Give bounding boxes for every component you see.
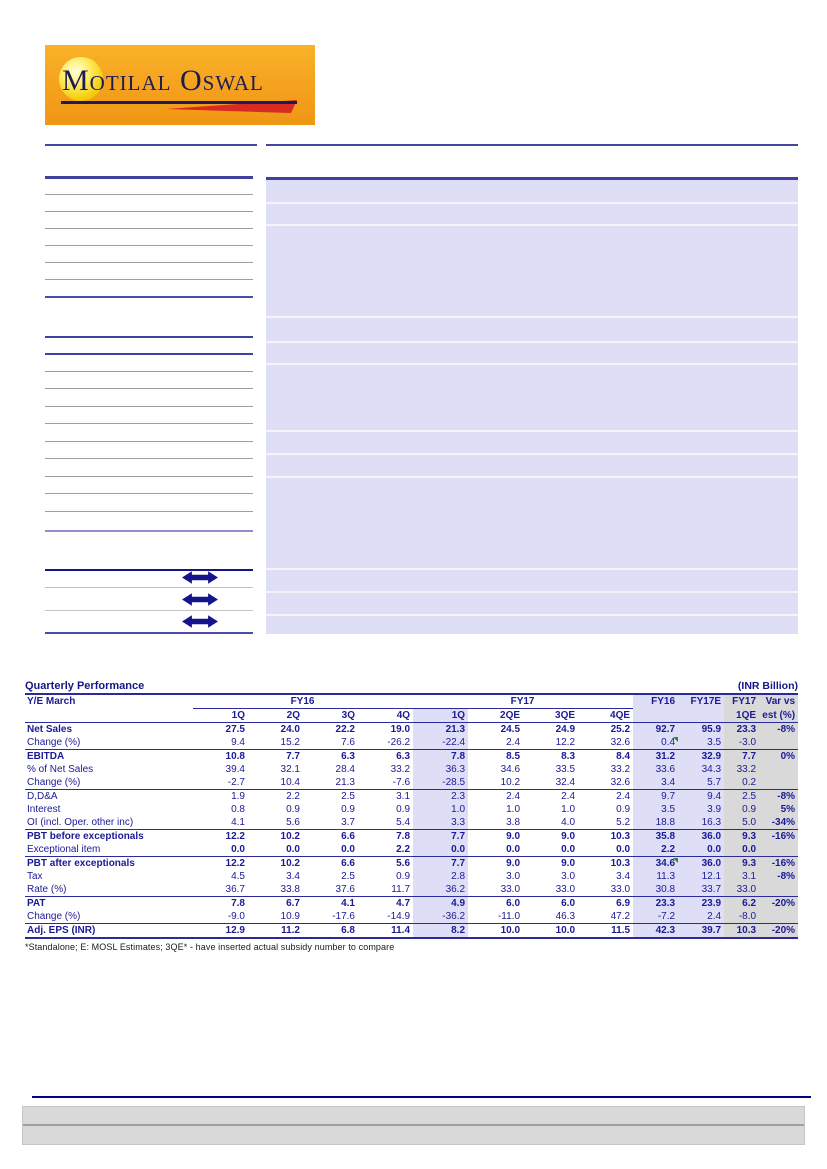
table-cell: 3.1 xyxy=(724,870,759,883)
table-cell: 10.2 xyxy=(280,831,300,842)
table-cell: 33.6 xyxy=(633,763,678,776)
table-cell: 2.4 xyxy=(678,910,724,924)
table-cell: 4.5 xyxy=(231,871,245,882)
row-label: Change (%) xyxy=(25,776,193,790)
panel-separator-line xyxy=(266,341,798,343)
table-cell: 12.9 xyxy=(193,924,248,939)
logo-underline xyxy=(61,101,297,104)
panel-separator-line xyxy=(266,591,798,593)
placeholder-line xyxy=(45,441,253,442)
table-cell: 36.2 xyxy=(413,883,468,897)
ye-march-label: Y/E March xyxy=(27,696,76,708)
table-cell: 15.2 xyxy=(248,736,303,750)
table-cell: 21.3 xyxy=(303,776,358,790)
column-header-3qe: 3QE xyxy=(523,709,578,723)
table-cell: -36.2 xyxy=(413,910,468,924)
table-cell: 23.9 xyxy=(678,897,724,911)
table-row xyxy=(25,897,798,911)
table-cell: 24.5 xyxy=(500,724,521,735)
table-row xyxy=(25,803,798,816)
quarterly-performance-table xyxy=(25,695,798,939)
table-cell: 11.2 xyxy=(248,924,303,939)
column-header-4qe: 4QE xyxy=(578,709,633,723)
table-cell: 7.7 xyxy=(286,751,300,762)
table-cell: 11.5 xyxy=(578,924,633,939)
panel-separator-line xyxy=(266,224,798,226)
table-cell: 9.3 xyxy=(724,830,759,844)
table-cell: 3.4 xyxy=(633,776,678,790)
table-cell: 10.0 xyxy=(523,924,578,939)
table-cell: 4.1 xyxy=(193,816,248,830)
motilal-oswal-logo xyxy=(45,45,315,125)
table-cell: 9.0 xyxy=(561,858,576,869)
table-cell: 3.0 xyxy=(506,871,521,882)
table-cell: 7.6 xyxy=(303,736,358,750)
row-label: Adj. EPS (INR) xyxy=(25,924,193,939)
table-cell: 7.7 xyxy=(724,750,759,764)
placeholder-line xyxy=(45,423,253,424)
table-cell: 0.0 xyxy=(193,843,248,857)
table-column-header-row xyxy=(25,709,798,723)
table-cell: 2.2 xyxy=(633,843,678,857)
table-row xyxy=(25,736,798,750)
table-cell: 33.7 xyxy=(678,883,724,897)
table-cell: -17.6 xyxy=(303,910,358,924)
table-row xyxy=(25,830,798,844)
double-arrow-icon xyxy=(182,614,218,629)
placeholder-line xyxy=(45,476,253,477)
table-cell: 0.4 xyxy=(633,736,678,750)
table-cell: 2.4 xyxy=(616,791,631,802)
table-cell: 2.5 xyxy=(724,790,759,804)
table-cell: 0.0 xyxy=(248,843,303,857)
table-cell: 4.1 xyxy=(341,898,355,909)
placeholder-line xyxy=(45,144,257,146)
table-cell: 11.7 xyxy=(358,883,413,897)
table-row xyxy=(25,750,798,764)
table-cell: 3.4 xyxy=(616,871,631,882)
placeholder-line xyxy=(45,569,253,571)
table-cell: 9.4 xyxy=(193,736,248,750)
table-cell: 47.2 xyxy=(578,910,633,924)
table-row xyxy=(25,723,798,737)
table-footnote: *Standalone; E: MOSL Estimates; 3QE* - have inserted actual subsidy number to compare xyxy=(25,942,395,952)
column-group-fy17: FY17 xyxy=(413,695,633,709)
table-cell: 5% xyxy=(759,803,798,816)
panel-separator-line xyxy=(266,363,798,365)
table-cell: 0.2 xyxy=(724,776,759,790)
panel-separator-line xyxy=(266,202,798,204)
table-cell: 6.8 xyxy=(303,924,358,939)
table-cell: 1.0 xyxy=(506,804,521,815)
panel-separator-line xyxy=(266,453,798,455)
table-cell: 2.4 xyxy=(561,791,576,802)
table-cell: 4.0 xyxy=(523,816,578,830)
table-cell: 18.8 xyxy=(633,816,678,830)
table-cell: 0.9 xyxy=(616,804,631,815)
table-cell: 19.0 xyxy=(390,724,411,735)
table-cell: 6.6 xyxy=(341,858,355,869)
table-cell: 4.7 xyxy=(396,898,411,909)
table-cell: 8.2 xyxy=(413,924,468,939)
table-cell: 8.3 xyxy=(561,751,576,762)
table-cell: -8% xyxy=(759,870,798,883)
logo-brand-text: Motilal Oswal xyxy=(62,64,264,97)
table-cell: 25.2 xyxy=(610,724,631,735)
empty-header-cell xyxy=(25,709,193,723)
table-cell: 9.3 xyxy=(724,857,759,871)
table-cell: 5.6 xyxy=(248,816,303,830)
table-cell: 12.1 xyxy=(678,870,724,883)
table-cell: -3.0 xyxy=(724,736,759,750)
table-cell xyxy=(759,776,798,790)
column-header-4q: 4Q xyxy=(358,709,413,723)
double-arrow-icon xyxy=(182,592,218,607)
table-cell: 6.0 xyxy=(506,898,521,909)
table-cell: 1.0 xyxy=(413,803,468,816)
table-cell: 0.8 xyxy=(231,804,245,815)
table-cell: 3.4 xyxy=(286,871,300,882)
table-cell: 95.9 xyxy=(678,723,724,737)
table-cell: 7.7 xyxy=(413,830,468,844)
table-cell: 33.2 xyxy=(390,764,411,775)
table-cell: 3.5 xyxy=(633,803,678,816)
table-cell: 6.9 xyxy=(616,898,631,909)
placeholder-line xyxy=(45,279,253,280)
table-cell: 7.8 xyxy=(396,831,411,842)
table-cell: 0.9 xyxy=(396,804,411,815)
column-header-fy17: FY17 xyxy=(724,695,759,709)
table-cell: -22.4 xyxy=(413,736,468,750)
table-cell: 10.3 xyxy=(610,831,631,842)
table-cell: 5.2 xyxy=(578,816,633,830)
row-label: OI (incl. Oper. other inc) xyxy=(25,816,193,830)
table-cell: 0.0 xyxy=(523,843,578,857)
table-cell: 33.5 xyxy=(555,764,576,775)
table-cell: 11.4 xyxy=(358,924,413,939)
table-cell: 3.1 xyxy=(396,791,411,802)
table-cell: 8.5 xyxy=(506,751,521,762)
table-cell xyxy=(759,910,798,924)
column-header-3q: 3Q xyxy=(303,709,358,723)
table-cell: 0.9 xyxy=(286,804,300,815)
column-header-var-vs: Var vs xyxy=(759,695,798,709)
table-cell: 23.3 xyxy=(724,723,759,737)
table-cell: 6.2 xyxy=(724,897,759,911)
row-label: Change (%) xyxy=(25,910,193,924)
table-cell: 32.9 xyxy=(678,750,724,764)
row-label: % of Net Sales xyxy=(27,764,94,775)
table-cell: 0.0 xyxy=(578,843,633,857)
table-cell: 46.3 xyxy=(523,910,578,924)
placeholder-line xyxy=(266,144,798,146)
placeholder-line xyxy=(45,296,253,298)
table-cell: 36.3 xyxy=(413,763,468,776)
table-cell: 10.4 xyxy=(248,776,303,790)
table-row xyxy=(25,910,798,924)
table-cell: -20% xyxy=(759,897,798,911)
table-cell: 0.0 xyxy=(303,843,358,857)
table-cell: -7.6 xyxy=(358,776,413,790)
content-placeholder-panel xyxy=(266,177,798,634)
empty-header-cell xyxy=(633,709,678,723)
placeholder-line xyxy=(45,587,253,588)
table-cell: 33.0 xyxy=(523,883,578,897)
table-cell: 24.0 xyxy=(280,724,300,735)
table-cell: 34.6 xyxy=(500,764,521,775)
table-cell: -8% xyxy=(759,723,798,737)
row-label: PAT xyxy=(27,898,46,909)
table-cell: 0.0 xyxy=(724,843,759,857)
row-label: PBT before exceptionals xyxy=(27,831,144,842)
table-cell: -28.5 xyxy=(413,776,468,790)
table-cell: 9.4 xyxy=(678,790,724,804)
table-cell: 8.4 xyxy=(616,751,631,762)
table-cell: 0.0 xyxy=(468,843,523,857)
placeholder-line xyxy=(45,493,253,494)
table-cell: 2.3 xyxy=(413,790,468,804)
placeholder-line xyxy=(45,353,253,355)
table-row xyxy=(25,843,798,857)
table-cell: 35.8 xyxy=(633,830,678,844)
table-cell xyxy=(759,843,798,857)
panel-separator-line xyxy=(266,476,798,478)
table-cell xyxy=(759,883,798,897)
placeholder-line xyxy=(45,530,253,532)
table-row xyxy=(25,776,798,790)
row-label: Rate (%) xyxy=(25,883,193,897)
table-cell: 1.9 xyxy=(231,791,245,802)
table-cell: 10.0 xyxy=(468,924,523,939)
table-row xyxy=(25,924,798,939)
row-label: Net Sales xyxy=(27,724,73,735)
table-cell: 39.7 xyxy=(678,924,724,939)
table-cell: 28.4 xyxy=(335,764,355,775)
panel-separator-line xyxy=(266,614,798,616)
table-cell: 0.9 xyxy=(724,803,759,816)
panel-separator-line xyxy=(266,430,798,432)
table-cell: 6.6 xyxy=(341,831,355,842)
placeholder-line xyxy=(45,371,253,372)
table-cell: 33.0 xyxy=(724,883,759,897)
table-cell: -26.2 xyxy=(358,736,413,750)
column-header-2qe: 2QE xyxy=(468,709,523,723)
column-header-1q: 1Q xyxy=(193,709,248,723)
table-cell: 33.0 xyxy=(578,883,633,897)
placeholder-line xyxy=(45,458,253,459)
table-cell: 2.2 xyxy=(286,791,300,802)
footer-placeholder-panel xyxy=(22,1106,805,1145)
table-cell: -16% xyxy=(759,830,798,844)
table-cell: 2.5 xyxy=(341,791,355,802)
row-label: EBITDA xyxy=(27,751,65,762)
row-label: Exceptional item xyxy=(25,843,193,857)
column-header-1q-fy17: 1Q xyxy=(413,709,468,723)
row-label: Tax xyxy=(27,871,43,882)
table-cell: 21.3 xyxy=(413,723,468,737)
table-cell: 10.3 xyxy=(610,858,631,869)
table-cell: 37.6 xyxy=(303,883,358,897)
table-cell: 2.4 xyxy=(506,791,521,802)
table-cell: 10.9 xyxy=(248,910,303,924)
table-cell: 34.3 xyxy=(678,763,724,776)
table-cell: 0% xyxy=(759,750,798,764)
table-cell: 30.8 xyxy=(633,883,678,897)
table-cell: 3.9 xyxy=(678,803,724,816)
table-cell: 1.0 xyxy=(561,804,576,815)
row-label: Change (%) xyxy=(25,736,193,750)
placeholder-line xyxy=(45,336,253,338)
placeholder-line xyxy=(45,388,253,389)
table-cell: -14.9 xyxy=(358,910,413,924)
table-cell: 92.7 xyxy=(633,723,678,737)
empty-header-cell xyxy=(678,709,724,723)
table-cell: 4.9 xyxy=(413,897,468,911)
table-cell: 33.8 xyxy=(248,883,303,897)
table-cell: 42.3 xyxy=(633,924,678,939)
table-cell: 10.2 xyxy=(280,858,300,869)
table-row xyxy=(25,816,798,830)
column-group-fy16: FY16 xyxy=(193,695,413,709)
placeholder-line xyxy=(45,176,253,179)
table-cell: 9.0 xyxy=(506,831,521,842)
table-cell: -16% xyxy=(759,857,798,871)
table-cell: -11.0 xyxy=(468,910,523,924)
table-cell: 31.2 xyxy=(633,750,678,764)
table-cell: 33.2 xyxy=(724,763,759,776)
table-cell: 32.6 xyxy=(578,736,633,750)
placeholder-line xyxy=(45,211,253,212)
table-unit-label: (INR Billion) xyxy=(737,680,798,692)
column-header-2q: 2Q xyxy=(248,709,303,723)
table-cell: -8.0 xyxy=(724,910,759,924)
table-cell: 12.2 xyxy=(225,858,245,869)
table-cell: 3.5 xyxy=(678,736,724,750)
table-cell: 36.0 xyxy=(678,830,724,844)
double-arrow-icon xyxy=(182,570,218,585)
row-label: PBT after exceptionals xyxy=(27,858,135,869)
table-cell: 6.3 xyxy=(396,751,411,762)
table-cell: 36.7 xyxy=(193,883,248,897)
table-cell: 9.7 xyxy=(633,790,678,804)
table-cell: 34.6 xyxy=(633,857,678,871)
table-cell: -34% xyxy=(759,816,798,830)
table-cell xyxy=(759,736,798,750)
table-cell: 23.3 xyxy=(633,897,678,911)
table-cell: 0.9 xyxy=(341,804,355,815)
table-cell: 10.2 xyxy=(468,776,523,790)
table-cell: 27.5 xyxy=(225,724,245,735)
table-cell: 33.0 xyxy=(468,883,523,897)
placeholder-line xyxy=(45,194,253,195)
table-cell: 5.0 xyxy=(724,816,759,830)
table-cell: 5.4 xyxy=(358,816,413,830)
table-row xyxy=(25,763,798,776)
table-cell: 22.2 xyxy=(335,724,355,735)
table-cell: 7.8 xyxy=(413,750,468,764)
footer-divider xyxy=(23,1124,804,1126)
table-cell: 2.2 xyxy=(358,843,413,857)
quarterly-performance-section xyxy=(25,678,798,952)
placeholder-line xyxy=(45,245,253,246)
column-header-fy17e: FY17E xyxy=(678,695,724,709)
placeholder-line xyxy=(45,406,253,407)
placeholder-line xyxy=(45,610,253,611)
panel-separator-line xyxy=(266,568,798,570)
table-cell: 3.0 xyxy=(561,871,576,882)
table-cell: 39.4 xyxy=(225,764,245,775)
table-cell: -20% xyxy=(759,924,798,939)
table-cell: 32.1 xyxy=(280,764,300,775)
table-cell: 2.4 xyxy=(468,736,523,750)
table-cell: 32.6 xyxy=(578,776,633,790)
table-cell: -7.2 xyxy=(633,910,678,924)
table-cell: 33.2 xyxy=(610,764,631,775)
table-cell: 7.7 xyxy=(413,857,468,871)
table-cell: -2.7 xyxy=(193,776,248,790)
row-label: Interest xyxy=(27,804,61,815)
table-cell: 6.7 xyxy=(286,898,300,909)
table-cell: 2.8 xyxy=(413,870,468,883)
table-cell: 10.3 xyxy=(724,924,759,939)
table-cell: 3.7 xyxy=(303,816,358,830)
placeholder-line xyxy=(45,262,253,263)
placeholder-line xyxy=(45,511,253,512)
table-cell: -9.0 xyxy=(193,910,248,924)
table-row xyxy=(25,883,798,897)
table-title-row xyxy=(25,678,798,695)
table-cell: 5.6 xyxy=(396,858,411,869)
row-label: D,D&A xyxy=(27,791,58,802)
table-cell: 2.5 xyxy=(341,871,355,882)
table-cell: 10.8 xyxy=(225,751,245,762)
column-header-fy16: FY16 xyxy=(633,695,678,709)
table-title: Quarterly Performance xyxy=(25,680,145,692)
panel-separator-line xyxy=(266,316,798,318)
table-row xyxy=(25,857,798,871)
table-cell: 7.8 xyxy=(231,898,245,909)
footer-rule xyxy=(32,1096,811,1098)
table-cell: 12.2 xyxy=(225,831,245,842)
table-row xyxy=(25,790,798,804)
table-cell xyxy=(759,763,798,776)
table-cell: 9.0 xyxy=(506,858,521,869)
placeholder-line xyxy=(45,228,253,229)
table-cell: 32.4 xyxy=(523,776,578,790)
table-cell: 0.9 xyxy=(396,871,411,882)
table-cell: 36.0 xyxy=(678,857,724,871)
table-cell: 9.0 xyxy=(561,831,576,842)
table-cell: 24.9 xyxy=(555,724,576,735)
table-cell: 3.8 xyxy=(468,816,523,830)
table-cell: 6.0 xyxy=(561,898,576,909)
table-row xyxy=(25,870,798,883)
table-cell: 5.7 xyxy=(678,776,724,790)
table-cell: -8% xyxy=(759,790,798,804)
table-cell: 0.0 xyxy=(413,843,468,857)
placeholder-line xyxy=(45,632,253,634)
table-cell: 16.3 xyxy=(678,816,724,830)
table-cell: 12.2 xyxy=(523,736,578,750)
column-header-1qe: 1QE xyxy=(724,709,759,723)
column-header-est-pct: est (%) xyxy=(759,709,798,723)
table-cell: 0.0 xyxy=(678,843,724,857)
table-cell: 3.3 xyxy=(413,816,468,830)
table-cell: 11.3 xyxy=(633,870,678,883)
table-cell: 6.3 xyxy=(341,751,355,762)
table-group-header-row xyxy=(25,695,798,709)
